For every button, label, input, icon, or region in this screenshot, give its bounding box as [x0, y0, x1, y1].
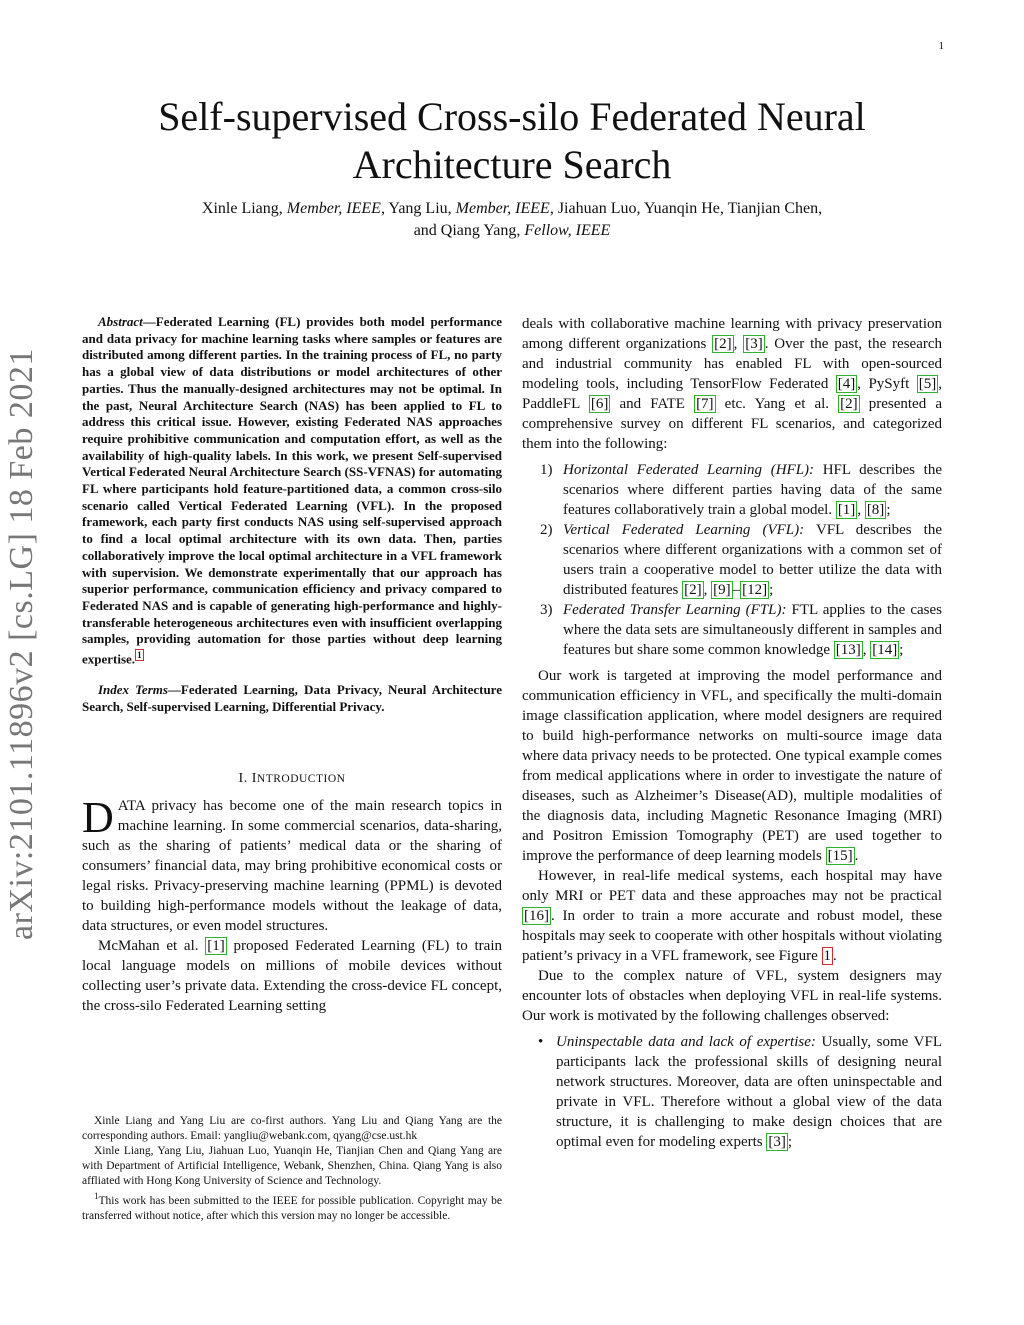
- citation-link[interactable]: [7]: [696, 396, 714, 412]
- footnote-3: [82, 1189, 502, 1224]
- citation-link[interactable]: [3]: [768, 1134, 786, 1150]
- text: However, in real-life medical systems, each hospital may have only MRI or PET data and these approaches may not be practical: [522, 868, 942, 904]
- paper-title: [80, 93, 944, 189]
- author-text: Xinle Liang,: [201, 200, 287, 217]
- footnote-link[interactable]: 1: [137, 650, 142, 661]
- section-title-cap: I: [251, 770, 257, 786]
- list-item: [522, 1032, 942, 1152]
- text: presented a comprehensive survey on different FL scenarios, and categorized them into the following:: [522, 396, 942, 452]
- citation-link[interactable]: [13]: [835, 642, 861, 658]
- list-number: 2): [540, 522, 553, 538]
- text: VFL describes the scenarios where different organizations with a common set of users train a cooperative model to better utilize the data with distributed features: [563, 522, 942, 598]
- index-terms-label: Index Terms: [98, 682, 168, 698]
- list-item: [522, 520, 942, 600]
- citation-link[interactable]: [4]: [837, 376, 856, 392]
- citation-link[interactable]: [5]: [918, 376, 937, 392]
- challenge-list: [522, 1032, 942, 1152]
- page-number: 1: [938, 40, 944, 52]
- text: ,: [703, 582, 712, 598]
- right-paragraph-4: [522, 966, 942, 1026]
- text: ,: [733, 336, 744, 352]
- citation-link[interactable]: [12]: [742, 582, 768, 598]
- citation-link[interactable]: [16]: [524, 908, 549, 924]
- footnotes: [82, 1114, 502, 1224]
- footnote-mark: 1: [94, 1191, 99, 1201]
- citation-link[interactable]: [8]: [866, 502, 885, 518]
- footnote-text: This work has been submitted to the IEEE for possible publication. Copyright may be transferred without notice, after which this version may no longer be accessible.: [82, 1194, 502, 1222]
- citation-link[interactable]: [1]: [207, 937, 225, 954]
- citation-link[interactable]: [15]: [827, 848, 853, 864]
- abstract-text: —Federated Learning (FL) provides both model performance and data privacy for machine learning tasks where samples or features are distributed among different parties. In the training process of FL, no party has a global view of data distributions or model architectures of other parties. Thus the manually-designed architectures may not be optimal. In the past, Neural Architecture Search (NAS) has been applied to FL to address this critical issue. However, existing Federated NAS approaches require prohibitive communication and computation effort, as well as the availability of high-quality labels. In this work, we present Self-supervised Vertical Federated Neural Architecture Search (SS-VFNAS) for automating FL where participants hold feature-partitioned data, a common cross-silo scenario called Vertical Federated Learning (VFL). In the proposed framework, each party first conducts NAS using self-supervised approach to find a local optimal architecture with its own data. Then, parties collaboratively improve the local optimal architecture in a VFL framework with supervision. We demonstrate experimentally that our approach has superior performance, communication efficiency and privacy compared to Federated NAS and is capable of generating high-performance and highly-transferable heterogeneous architectures even with insufficient overlapping samples, providing automation for those parties without deep learning expertise.: [82, 314, 502, 667]
- title-line-2: Architecture Search: [352, 142, 672, 187]
- citation-link[interactable]: [9]: [713, 582, 731, 598]
- text: –: [732, 582, 741, 598]
- author-text: and Qiang Yang,: [413, 222, 525, 239]
- text: ;: [787, 1134, 793, 1150]
- text: .: [854, 848, 859, 864]
- citation-link[interactable]: [14]: [872, 642, 898, 658]
- text: ;: [899, 642, 904, 658]
- text: HFL describes the scenarios where different parties having data of the same features collaboratively train a global model.: [563, 462, 942, 518]
- text: Due to the complex nature of VFL, system designers may encounter lots of obstacles when deploying VFL in real-life systems. Our work is motivated by the following challenges observed:: [522, 968, 942, 1024]
- index-terms: [82, 682, 502, 715]
- author-text: , Jiahuan Luo, Yuanqin He, Tianjian Chen,: [549, 200, 823, 217]
- drop-cap: D: [82, 792, 114, 842]
- footnote-2: Xinle Liang, Yang Liu, Jiahuan Luo, Yuanqin He, Tianjian Chen and Qiang Yang are with Department of Artificial Intelligence, Webank, Shenzhen, China. Qiang Yang is also affliated with Hong Kong University of Science and Technology.: [82, 1145, 502, 1187]
- list-term: Horizontal Federated Learning (HFL):: [563, 462, 815, 478]
- footnote-1: Xinle Liang and Yang Liu are co-first authors. Yang Liu and Qiang Yang are the corresponding authors. Email: yangliu@webank.com, qyang@cse.ust.hk: [82, 1115, 502, 1142]
- intro-text: ATA privacy has become one of the main research topics in machine learning. In some commercial scenarios, data-sharing, such as the sharing of patients’ medical data or the sharing of consumers’ financial data, may bring prohibitive economical costs or legal risks. Privacy-preserving machine learning (PPML) is devoted to building high-performance models without the leakage of data, data structures, or even model structures.: [82, 797, 502, 934]
- text: Our work is targeted at improving the model performance and communication efficiency in VFL, and specifically the multi-domain image classification application, where model designers are required to build high-performance networks on multi-source image data where data privacy needs to be protected. One typical example comes from medical applications where in order to investigate the nature of diseases, such as Alzheimer’s Disease(AD), multiple modalities of the diagnosis data, including Magnetic Resonance Imaging (MRI) and Positron Emission Tomography (PET) are used together to improve the performance of deep learning models: [522, 668, 942, 864]
- intro-paragraph-1: [82, 792, 502, 936]
- text: proposed Federated Learning (FL) to train local language models on millions of mobile devices without collecting user’s private data. Extending the cross-device FL concept, the cross-silo Federated Learning setting: [82, 937, 502, 1014]
- list-term: Uninspectable data and lack of expertise:: [556, 1034, 816, 1050]
- list-term: Vertical Federated Learning (VFL):: [563, 522, 805, 538]
- list-number: 1): [540, 462, 553, 478]
- citation-link[interactable]: [6]: [590, 396, 609, 412]
- arxiv-stamp: arXiv:2101.11896v2 [cs.LG] 18 Feb 2021: [3, 348, 40, 940]
- section-title-rest: NTRODUCTION: [256, 772, 346, 785]
- list-number: 3): [540, 602, 553, 618]
- list-term: Federated Transfer Learning (FTL):: [563, 602, 787, 618]
- citation-link[interactable]: [2]: [684, 582, 702, 598]
- figure-link[interactable]: 1: [823, 948, 832, 964]
- right-paragraph-2: [522, 666, 942, 866]
- citation-link[interactable]: [1]: [837, 502, 856, 518]
- author-affil: Member, IEEE: [286, 200, 381, 217]
- index-terms-text: —Federated Learning, Data Privacy, Neural Architecture Search, Self-supervised Learning, Differential Privacy.: [82, 682, 502, 714]
- text: . In order to train a more accurate and robust model, these hospitals may seek to cooperate with other hospitals without violating patient’s privacy in a VFL framework, see Figure: [522, 908, 942, 964]
- text: , PaddleFL: [522, 376, 942, 412]
- left-column: [82, 314, 502, 1016]
- title-line-1: Self-supervised Cross-silo Federated Neural: [158, 94, 866, 139]
- section-heading: [82, 771, 502, 787]
- list-item: [522, 460, 942, 520]
- list-item: [522, 600, 942, 660]
- text: ,: [857, 502, 865, 518]
- intro-paragraph-2: [82, 936, 502, 1016]
- text: and FATE: [610, 396, 695, 412]
- fl-category-list: [522, 460, 942, 660]
- author-list: [80, 198, 944, 242]
- text: ,: [862, 642, 871, 658]
- right-paragraph-1: [522, 314, 942, 454]
- author-affil: Fellow, IEEE: [524, 222, 611, 239]
- text: deals with collaborative machine learning with privacy preservation among different organizations: [522, 316, 942, 352]
- right-column: [522, 314, 942, 1152]
- author-text: , Yang Liu,: [380, 200, 456, 217]
- section-number: I.: [238, 770, 252, 786]
- text: etc. Yang et al.: [715, 396, 839, 412]
- text: ;: [886, 502, 891, 518]
- citation-link[interactable]: [2]: [840, 396, 858, 412]
- text: .: [833, 948, 837, 964]
- abstract-label: Abstract: [98, 314, 143, 329]
- text: Usually, some VFL participants lack the professional skills of designing neural network structures. Moreover, data are often uninspectable and private in VFL. Therefore without a global view of the data structure, it is challenging to make design choices that are optimal even for modeling experts: [556, 1034, 942, 1150]
- right-paragraph-3: [522, 866, 942, 966]
- abstract: [82, 314, 502, 668]
- text: FTL applies to the cases where the data sets are simultaneously different in samples and features but share some common knowledge: [563, 602, 942, 658]
- citation-link[interactable]: [2]: [714, 336, 732, 352]
- text: . Over the past, the research and industrial community has enabled FL with open-sourced modeling tools, including TensorFlow Federated: [522, 336, 943, 392]
- text: , PySyft: [857, 376, 917, 392]
- text: McMahan et al.: [98, 937, 206, 954]
- citation-link[interactable]: [3]: [745, 336, 763, 352]
- author-affil: Member, IEEE: [455, 200, 550, 217]
- bullet-icon: •: [538, 1034, 544, 1050]
- text: ;: [769, 582, 774, 598]
